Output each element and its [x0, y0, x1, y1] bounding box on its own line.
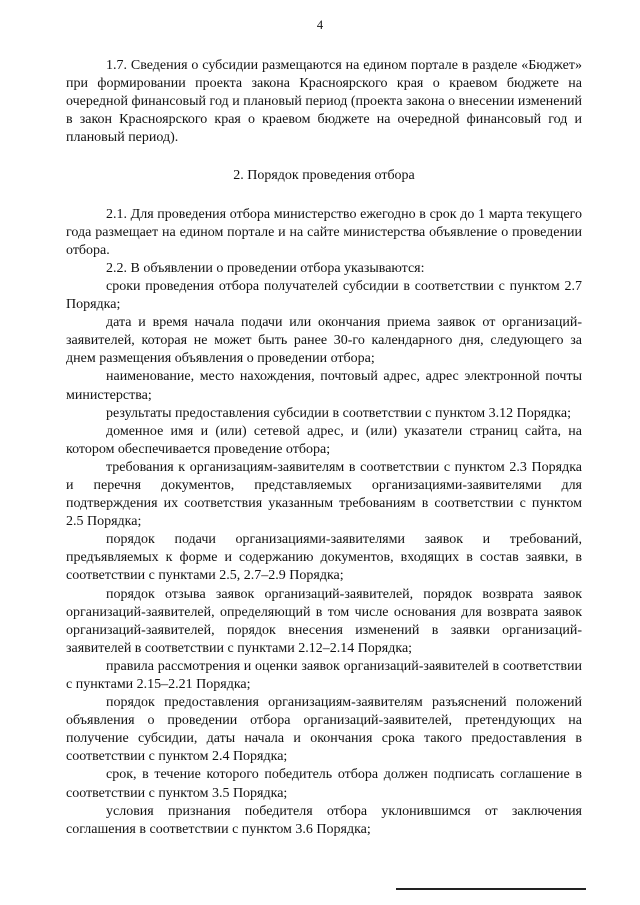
- section-heading: 2. Порядок проведения отбора: [233, 168, 415, 184]
- page-number: 4: [316, 18, 324, 32]
- list-item: доменное имя и (или) сетевой адрес, и (или) указатели страниц сайта, на котором обеспечивается проведение отбора;: [66, 423, 582, 457]
- list-item: наименование, место нахождения, почтовый адрес, адрес электронной почты министерства;: [66, 369, 582, 403]
- list-item: порядок отзыва заявок организаций-заявителей, порядок возврата заявок организаций-заявителей, определяющий в том числе основания для возврата заявок организаций-заявителей, порядок внесения изменений в заявки организаций-заявителей в соответствии с пунктами 2.12–2.14 Порядка;: [66, 586, 582, 656]
- list-item: порядок подачи организациями-заявителями заявок и требований, предъявляемых к форме и содержанию документов, входящих в состав заявки, в соответствии с пунктами 2.5, 2.7–2.9 Порядка;: [66, 532, 582, 584]
- list-item: сроки проведения отбора получателей субсидии в соответствии с пунктом 2.7 Порядка;: [66, 278, 582, 313]
- document-body: [66, 57, 582, 839]
- paragraph-2-1: 2.1. Для проведения отбора министерство ежегодно в срок до 1 марта текущего года размещает на едином портале и на сайте министерства объявление о проведении отбора.: [66, 206, 582, 258]
- list-item: правила рассмотрения и оценки заявок организаций-заявителей в соответствии с пунктами 2.15–2.21 Порядка;: [66, 658, 582, 692]
- list-item: требования к организациям-заявителям в соответствии с пунктом 2.3 Порядка и перечня документов, представляемых организациями-заявителями для подтверждения их соответствия указанным требованиям в соответствии с пунктом 2.5 Порядка;: [66, 459, 582, 530]
- list-item: условия признания победителя отбора уклонившимся от заключения соглашения в соответствии с пунктом 3.6 Порядка;: [66, 803, 582, 837]
- list-item: результаты предоставления субсидии в соответствии с пунктом 3.12 Порядка;: [106, 405, 571, 421]
- paragraph-1-7: 1.7. Сведения о субсидии размещаются на едином портале в разделе «Бюджет» при формировании проекта закона Красноярского края о краевом бюджете на очередной финансовый год и плановый период (проекта закона о внесении изменений в закон Красноярского края о краевом бюджете на очередной финансовый год и плановый период).: [66, 58, 582, 146]
- footer-rule: [396, 888, 586, 890]
- paragraph-2-2: 2.2. В объявлении о проведении отбора указываются:: [106, 260, 425, 276]
- list-item: порядок предоставления организациям-заявителям разъяснений положений объявления о проведении отбора организаций-заявителей, претендующих на получение субсидии, даты начала и окончания срока такого предоставления в соответствии с пунктом 2.4 Порядка;: [66, 695, 582, 765]
- list-item: срок, в течение которого победитель отбора должен подписать соглашение в соответствии с пунктом 3.5 Порядка;: [66, 767, 582, 801]
- list-item: дата и время начала подачи или окончания приема заявок от организаций-заявителей, которая не может быть ранее 30-го календарного дня, следующего за днем размещения объявления о проведении отбора;: [66, 315, 582, 367]
